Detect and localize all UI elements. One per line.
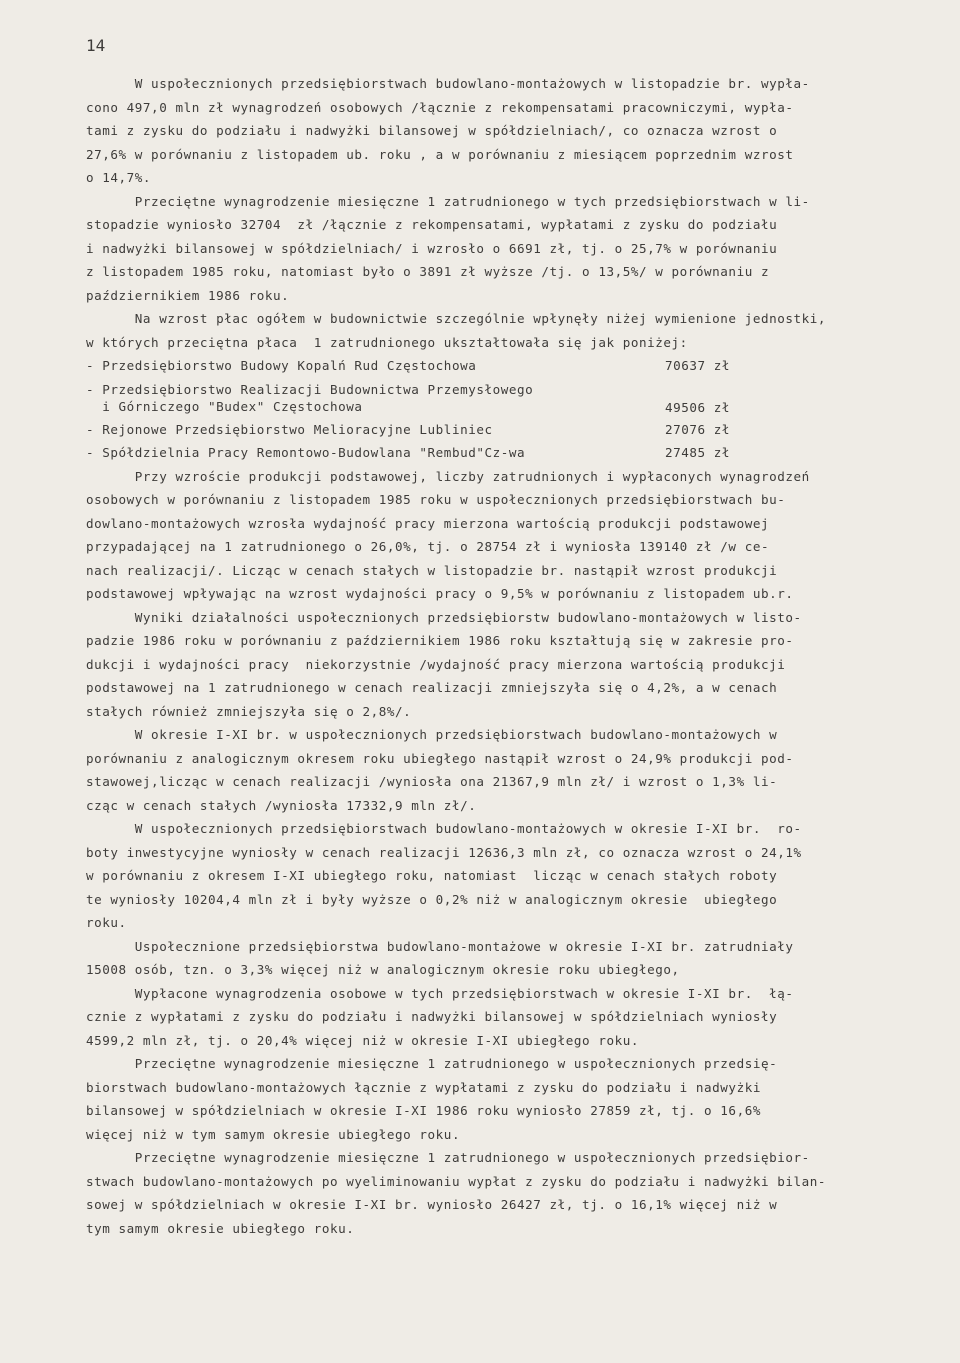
text-line: Przeciętne wynagrodzenie miesięczne 1 zatrudnionego w tych przedsiębiorstwach w li- <box>86 193 810 209</box>
list-item <box>86 418 926 442</box>
paragraph-average-wage <box>86 190 926 308</box>
enterprise-name: - Spółdzielnia Pracy Remontowo-Budowlana "Rembud"Cz-wa <box>86 445 526 460</box>
enterprise-name: - Rejonowe Przedsiębiorstwo Melioracyjne Lubliniec <box>86 421 493 437</box>
text-line: bilansowej w spółdzielniach w okresie I-XI 1986 roku wyniosło 27859 zł, tj. o 16,6% <box>86 1103 761 1118</box>
text-line: Wyniki działalności uspołecznionych przedsiębiorstw budowlano-montażowych w listo- <box>86 609 802 625</box>
text-line: W okresie I-XI br. w uspołecznionych przedsiębiorstwach budowlano-montażowych w <box>86 727 778 742</box>
text-line: Na wzrost płac ogółem w budownictwie szczególnie wpłynęły niżej wymienione jednostki, <box>86 311 827 326</box>
text-line: 15008 osób, tzn. o 3,3% więcej niż w analogicznym okresie roku ubiegłego, <box>86 962 680 977</box>
paragraph-paid-wages <box>86 982 926 1053</box>
text-line: W uspołecznionych przedsiębiorstwach budowlano-montażowych w listopadzie br. wypła- <box>86 76 810 91</box>
text-line: Uspołecznione przedsiębiorstwa budowlano-montażowe w okresie I-XI br. zatrudniały <box>86 938 794 954</box>
text-line: boty inwestycyjne wyniosły w cenach realizacji 12636,3 mln zł, co oznacza wzrost o 24,1% <box>86 844 802 860</box>
enterprise-name <box>86 378 665 418</box>
text-line: 27,6% w porównaniu z listopadem ub. roku , a w porównaniu z miesiącem poprzednim wzrost <box>86 146 794 162</box>
text-line: Przy wzroście produkcji podstawowej, liczby zatrudnionych i wypłaconych wynagrodzeń <box>86 468 810 484</box>
text-line: Wypłacone wynagrodzenia osobowe w tych przedsiębiorstwach w okresie I-XI br. łą- <box>86 985 794 1001</box>
text-line: Przeciętne wynagrodzenie miesięczne 1 zatrudnionego w uspołecznionych przedsiębior- <box>86 1150 810 1165</box>
paragraph-productivity <box>86 465 926 606</box>
text-line: tami z zysku do podziału i nadwyżki bilansowej w spółdzielniach/, co oznacza wzrost o <box>86 123 778 138</box>
list-item <box>86 441 926 465</box>
text-line: biorstwach budowlano-montażowych łącznie z wypłatami z zysku do podziału i nadwyżki <box>86 1079 761 1095</box>
text-line: podstawowej wpływając na wzrost wydajności pracy o 9,5% w porównaniu z listopadem ub.r. <box>86 586 794 601</box>
text-line: dukcji i wydajności pracy niekorzystnie /wydajność pracy mierzona wartością produkcji <box>86 656 786 672</box>
enterprise-name: - Przedsiębiorstwo Budowy Kopalń Rud Częstochowa <box>86 358 477 373</box>
text-line: Przeciętne wynagrodzenie miesięczne 1 zatrudnionego w uspołecznionych przedsię- <box>86 1056 778 1071</box>
text-line: sowej w spółdzielniach w okresie I-XI br. wyniosło 26427 zł, tj. o 16,1% więcej niż w <box>86 1197 778 1212</box>
text-line: W uspołecznionych przedsiębiorstwach budowlano-montażowych w okresie I-XI br. ro- <box>86 821 802 836</box>
text-line: 4599,2 mln zł, tj. o 20,4% więcej niż w okresie I-XI ubiegłego roku. <box>86 1032 639 1048</box>
paragraph-production-i-xi <box>86 723 926 817</box>
text-line: o 14,7%. <box>86 170 152 185</box>
text-line: stawowej,licząc w cenach realizacji /wyniosła ona 21367,9 mln zł/ i wzrost o 1,3% li- <box>86 774 778 789</box>
paragraph-average-wage-i-xi <box>86 1052 926 1146</box>
text-line: październikiem 1986 roku. <box>86 287 290 303</box>
document-body <box>86 72 926 1240</box>
text-line: stwach budowlano-montażowych po wyeliminowaniu wypłat z zysku do podziału i nadwyżki bilan- <box>86 1173 827 1189</box>
text-line: z listopadem 1985 roku, natomiast było o 3891 zł wyższe /tj. o 13,5%/ w porównaniu z <box>86 264 770 279</box>
text-line: podstawowej na 1 zatrudnionego w cenach realizacji zmniejszyła się o 4,2%, a w cenach <box>86 680 778 695</box>
list-item <box>86 378 926 418</box>
text-line: nach realizacji/. Licząc w cenach stałych w listopadzie br. nastąpił wzrost produkcji <box>86 562 778 578</box>
enterprise-wage: 27485 zł <box>665 445 731 460</box>
text-line: tym samym okresie ubiegłego roku. <box>86 1220 355 1236</box>
text-line: padzie 1986 roku w porównaniu z październikiem 1986 roku kształtują się w zakresie pro- <box>86 633 794 648</box>
text-line: roku. <box>86 915 127 930</box>
enterprise-name-line2: i Górniczego "Budex" Częstochowa <box>86 398 363 414</box>
text-line: porównaniu z analogicznym okresem roku ubiegłego nastąpił wzrost o 24,9% produkcji pod- <box>86 750 794 766</box>
text-line: i nadwyżki bilansowej w spółdzielniach/ i wzrosło o 6691 zł, tj. o 25,7% w porównaniu <box>86 240 778 256</box>
text-line: cząc w cenach stałych /wyniosła 17332,9 mln zł/. <box>86 797 477 813</box>
paragraph-investment-works <box>86 817 926 935</box>
paragraph-units-intro <box>86 307 926 354</box>
list-item <box>86 354 926 378</box>
enterprise-wage: 70637 zł <box>665 358 731 373</box>
paragraph-employment <box>86 935 926 982</box>
text-line: stałych również zmniejszyła się o 2,8%/. <box>86 703 412 719</box>
paragraph-results-comparison <box>86 606 926 724</box>
enterprise-wage: 27076 zł <box>665 421 731 437</box>
text-line: te wyniosły 10204,4 mln zł i były wyższe o 0,2% niż w analogicznym okresie ubiegłego <box>86 891 778 907</box>
enterprise-wage-list <box>86 354 926 465</box>
page-number: 14 <box>86 36 106 55</box>
enterprise-name-line1: - Przedsiębiorstwo Realizacji Budownictwa Przemysłowego <box>86 381 534 397</box>
text-line: cznie z wypłatami z zysku do podziału i nadwyżki bilansowej w spółdzielniach wyniosły <box>86 1009 778 1024</box>
paragraph-average-wage-excluding-profits <box>86 1146 926 1240</box>
text-line: w których przeciętna płaca 1 zatrudnionego ukształtowała się jak poniżej: <box>86 334 688 350</box>
text-line: przypadającej na 1 zatrudnionego o 26,0%, tj. o 28754 zł i wyniosła 139140 zł /w ce- <box>86 539 770 554</box>
text-line: więcej niż w tym samym okresie ubiegłego roku. <box>86 1126 461 1142</box>
text-line: osobowych w porównaniu z listopadem 1985 roku w uspołecznionych przedsiębiorstwach bu- <box>86 492 786 507</box>
enterprise-wage: 49506 zł <box>665 399 731 415</box>
paragraph-wages-november <box>86 72 926 190</box>
text-line: dowlano-montażowych wzrosła wydajność pracy mierzona wartością produkcji podstawowej <box>86 515 770 531</box>
text-line: cono 497,0 mln zł wynagrodzeń osobowych /łącznie z rekompensatami pracowniczymi, wypła- <box>86 99 794 115</box>
text-line: w porównaniu z okresem I-XI ubiegłego roku, natomiast licząc w cenach stałych roboty <box>86 868 778 883</box>
text-line: stopadzie wyniosło 32704 zł /łącznie z rekompensatami, wypłatami z zysku do podziału <box>86 217 778 232</box>
